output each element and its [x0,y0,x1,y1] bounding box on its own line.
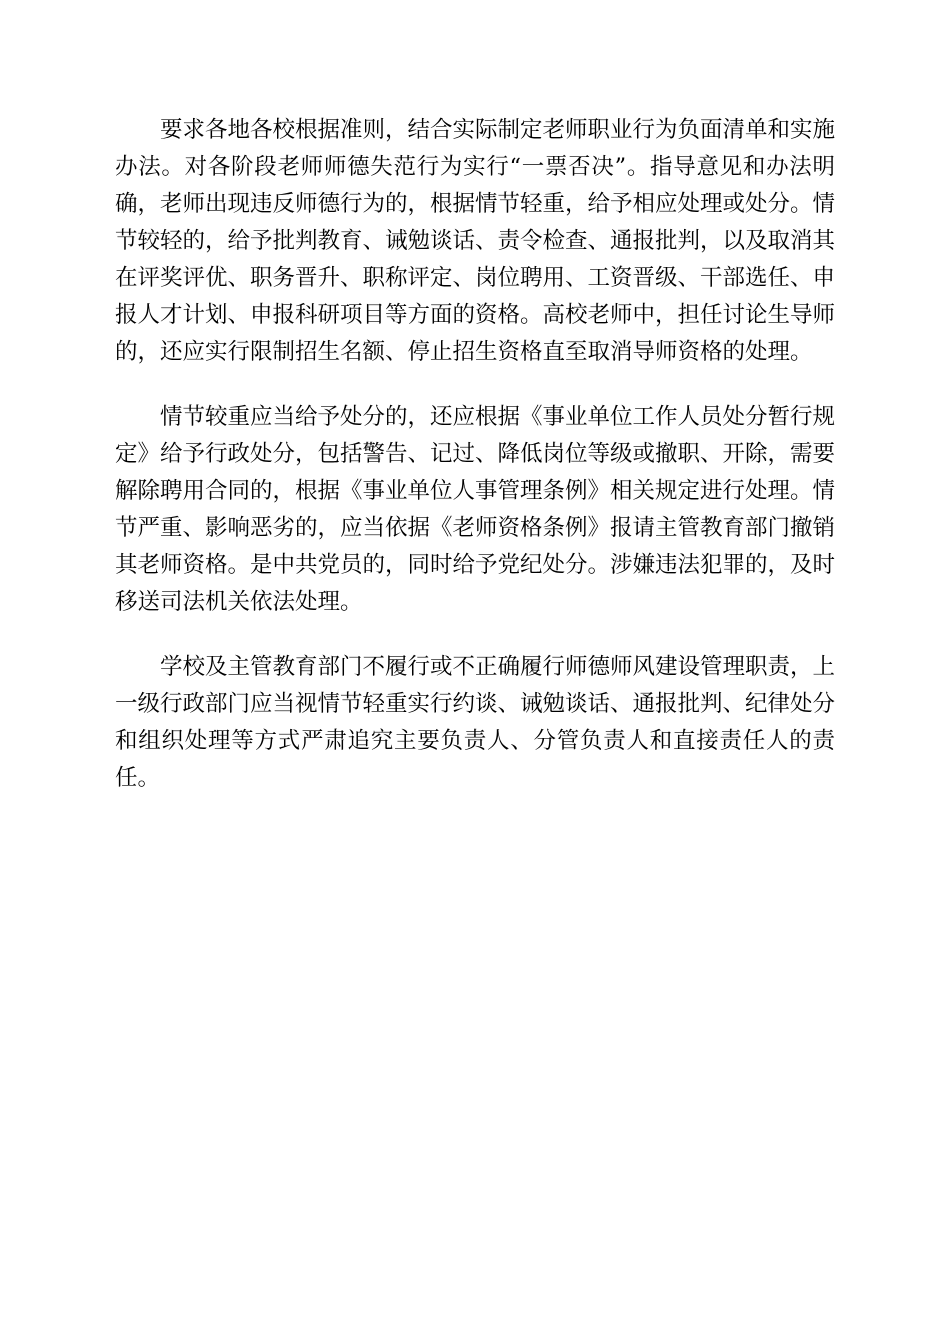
document-body [115,112,835,825]
paragraph-2: 情节较重应当给予处分的，还应根据《事业单位工作人员处分暂行规定》给予行政处分，包括警告、记过、降低岗位等级或撤职、开除，需要解除聘用合同的，根据《事业单位人事管理条例》相关规定进行处理。情节严重、影响恶劣的，应当依据《老师资格条例》报请主管教育部门撤销其老师资格。是中共党员的，同时给予党纪处分。涉嫌违法犯罪的，及时移送司法机关依法处理。 [115,404,836,615]
paragraph-1: 要求各地各校根据准则，结合实际制定老师职业行为负面清单和实施办法。对各阶段老师师德失范行为实行“一票否决”。指导意见和办法明确，老师出现违反师德行为的，根据情节轻重，给予相应处理或处分。情节较轻的，给予批判教育、诫勉谈话、责令检查、通报批判，以及取消其在评奖评优、职务晋升、职称评定、岗位聘用、工资晋级、干部选任、申报人才计划、申报科研项目等方面的资格。高校老师中，担任讨论生导师的，还应实行限制招生名额、停止招生资格直至取消导师资格的处理。 [115,117,836,365]
paragraph-3: 学校及主管教育部门不履行或不正确履行师德师风建设管理职责，上一级行政部门应当视情节轻重实行约谈、诫勉谈话、通报批判、纪律处分和组织处理等方式严肃追究主要负责人、分管负责人和直接责任人的责任。 [115,654,836,791]
